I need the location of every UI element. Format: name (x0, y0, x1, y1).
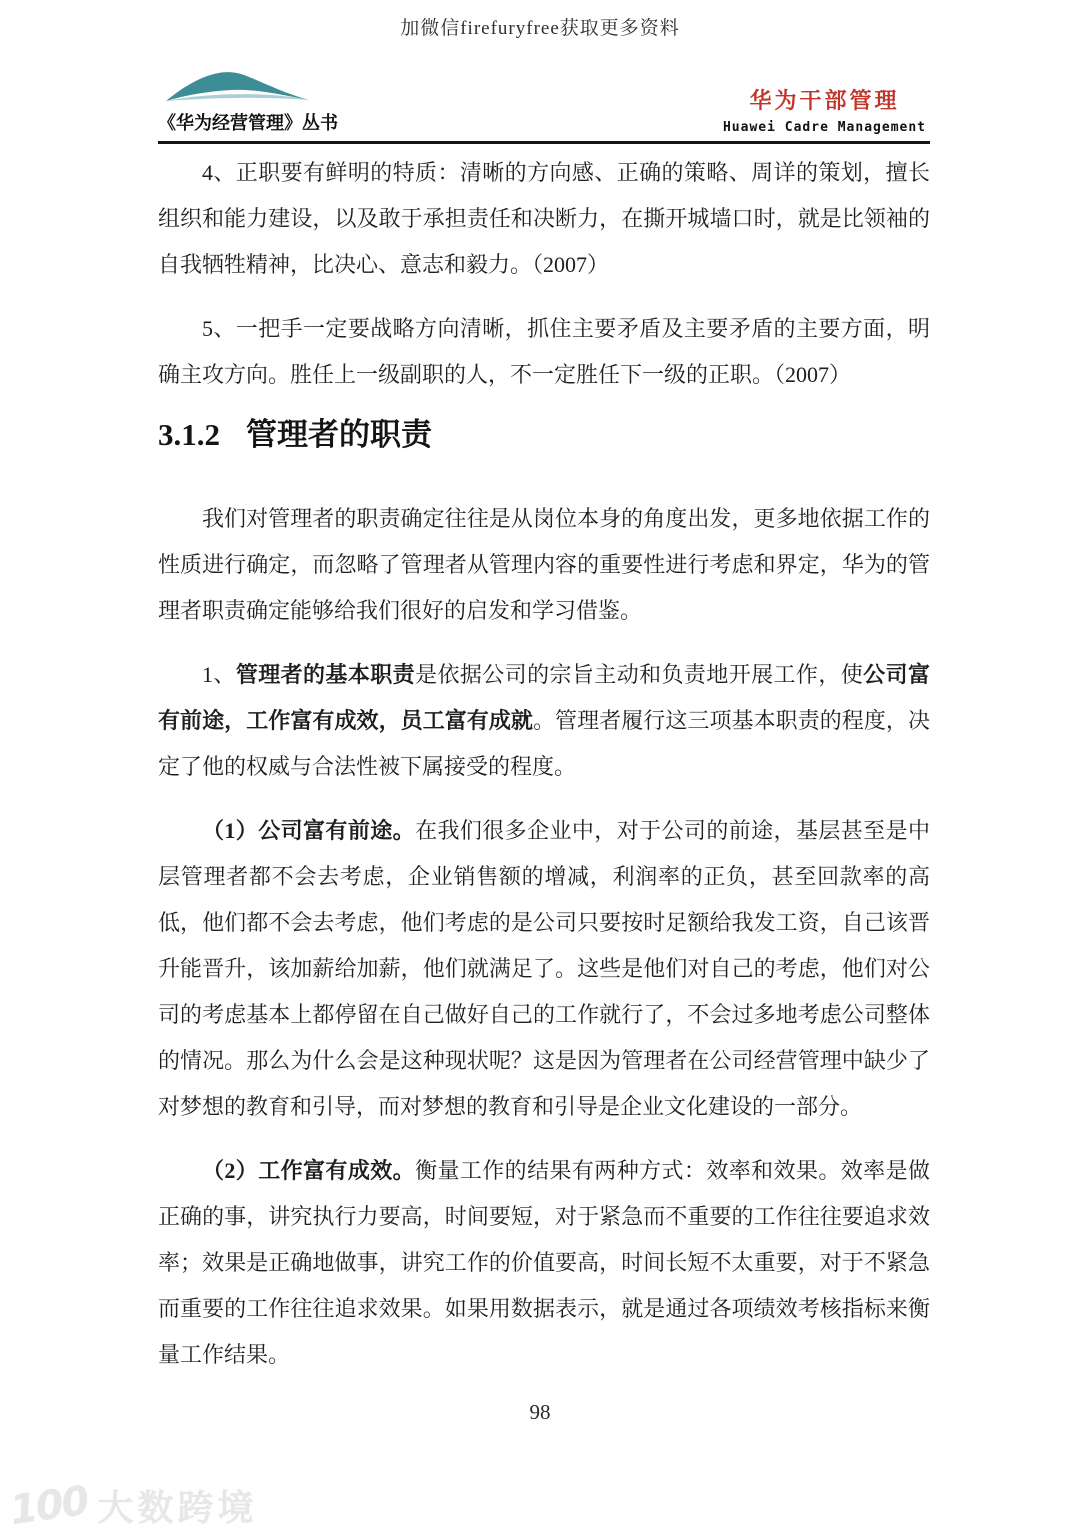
duty-lead-bold: 管理者的基本职责 (235, 662, 416, 687)
section-heading (158, 410, 930, 460)
top-watermark-text: 加微信firefuryfree获取更多资料 (400, 18, 680, 39)
series-brand (158, 64, 338, 135)
series-title: 《华为经营管理》丛书 (158, 113, 338, 134)
point-2-lead-bold: （2）工作富有成效。 (202, 1158, 416, 1183)
watermark-100-logo: 100 (7, 1477, 91, 1534)
page-number: 98 (529, 1400, 551, 1424)
duty-mid-text: 是依据公司的宗旨主动和负责地开展工作，使 (415, 662, 864, 687)
duty-paragraph (158, 652, 930, 790)
point-2-body-text: 衡量工作的结果有两种方式：效率和效果。效率是做正确的事，讲究执行力要高，时间要短，对于紧急而不重要的工作往往要追求效率；效果是正确地做事，讲究工作的价值要高，时间长短不太重要，对于不紧急而重要的工作往往追求效果。如果用数据表示，就是通过各项绩效考核指标来衡量工作结果。 (158, 1158, 930, 1367)
duty-number: 1、 (202, 662, 236, 687)
mountain-logo-icon (162, 64, 312, 106)
bottom-watermark (7, 1477, 258, 1534)
section-number: 3.1.2 (158, 417, 220, 452)
book-brand (723, 84, 930, 135)
section-title: 管理者的职责 (246, 417, 432, 452)
intro-paragraph: 我们对管理者的职责确定往往是从岗位本身的角度出发，更多地依据工作的性质进行确定，而忽略了管理者从管理内容的重要性进行考虑和界定，华为的管理者职责确定能够给我们很好的启发和学习借鉴。 (158, 506, 930, 623)
point-1-paragraph (158, 808, 930, 1130)
duty-emphasis-bold: 公司富有前途，工作富有成效，员工富有成就 (158, 662, 930, 733)
quote-paragraph-4: 4、正职要有鲜明的特质：清晰的方向感、正确的策略、周详的策划，擅长组织和能力建设，以及敢于承担责任和决断力，在撕开城墙口时，就是比领袖的自我牺牲精神，比决心、意志和毅力。（2007） (158, 160, 930, 277)
point-1-body-text: 在我们很多企业中，对于公司的前途，基层甚至是中层管理者都不会去考虑，企业销售额的增减，利润率的正负，甚至回款率的高低，他们都不会去考虑，他们考虑的是公司只要按时足额给我发工资，自己该晋升能晋升，该加薪给加薪，他们就满足了。这些是他们对自己的考虑，他们对公司的考虑基本上都停留在自己做好自己的工作就行了，不会过多地考虑公司整体的情况。那么为什么会是这种现状呢？这是因为管理者在公司经营管理中缺少了对梦想的教育和引导，而对梦想的教育和引导是企业文化建设的一部分。 (158, 818, 930, 1119)
point-1-lead-bold: （1）公司富有前途。 (202, 818, 416, 843)
quote-paragraph-5: 5、一把手一定要战略方向清晰，抓住主要矛盾及主要矛盾的主要方面，明确主攻方向。胜任上一级副职的人，不一定胜任下一级的正职。（2007） (158, 316, 930, 387)
page-header (158, 64, 930, 144)
watermark-brand-text: 大数跨境 (97, 1488, 258, 1529)
book-title: 华为干部管理 (749, 89, 900, 114)
book-subtitle-en: Huawei Cadre Management (722, 120, 926, 135)
point-2-paragraph (158, 1148, 930, 1378)
duty-tail-text: 。管理者履行这三项基本职责的程度，决定了他的权威与合法性被下属接受的程度。 (158, 708, 930, 779)
page-body (158, 150, 930, 1378)
